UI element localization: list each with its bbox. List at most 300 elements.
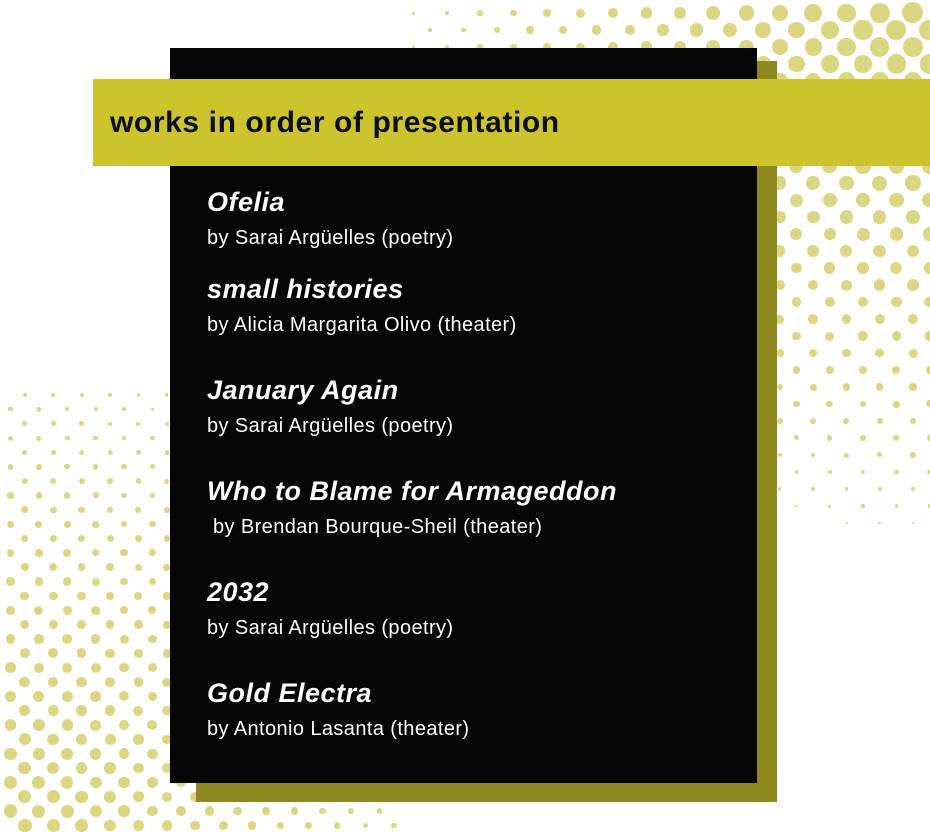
- halftone-dot: [625, 25, 636, 36]
- work-author: by Sarai Argüelles (poetry): [207, 617, 454, 639]
- halftone-dot: [860, 435, 866, 441]
- halftone-dot: [50, 478, 56, 484]
- halftone-dot: [47, 790, 60, 803]
- halftone-dot: [91, 663, 101, 673]
- work-title: Gold Electra: [207, 678, 373, 708]
- halftone-dot: [51, 393, 55, 397]
- halftone-dot: [149, 578, 157, 586]
- halftone-dot: [526, 26, 533, 33]
- halftone-dot: [18, 762, 31, 775]
- halftone-dot: [105, 705, 116, 716]
- halftone-dot: [809, 349, 817, 357]
- work-author: by Sarai Argüelles (poetry): [207, 415, 454, 437]
- halftone-dot: [821, 55, 839, 73]
- halftone-dot: [8, 407, 12, 411]
- halftone-dot: [104, 762, 115, 773]
- halftone-dot: [164, 479, 169, 484]
- halftone-dot: [35, 577, 43, 585]
- halftone-dot: [76, 677, 86, 687]
- halftone-dot: [772, 5, 788, 21]
- halftone-dot: [248, 821, 257, 830]
- halftone-dot: [90, 691, 101, 702]
- halftone-dot: [64, 521, 71, 528]
- halftone-dot: [6, 634, 16, 644]
- halftone-dot: [18, 790, 31, 803]
- halftone-dot: [121, 464, 126, 469]
- halftone-dot: [4, 776, 17, 789]
- halftone-dot: [891, 297, 902, 308]
- halftone-dot: [63, 549, 71, 557]
- halftone-dot: [90, 805, 102, 817]
- halftone-dot: [826, 366, 834, 374]
- halftone-dot: [723, 23, 738, 38]
- halftone-dot: [20, 620, 29, 629]
- halftone-dot: [133, 791, 144, 802]
- halftone-dot: [5, 691, 16, 702]
- halftone-dot: [858, 331, 867, 340]
- work-author: by Alicia Margarita Olivo (theater): [207, 314, 517, 336]
- halftone-dot: [106, 563, 114, 571]
- halftone-dot: [811, 453, 816, 458]
- halftone-dot: [20, 648, 30, 658]
- halftone-dot: [78, 563, 86, 571]
- halftone-dot: [8, 436, 13, 441]
- halftone-dot: [49, 592, 58, 601]
- banner-title: works in order of presentation: [110, 105, 560, 139]
- halftone-dot: [277, 822, 285, 830]
- halftone-dot: [924, 297, 930, 308]
- halftone-dot: [48, 677, 59, 688]
- halftone-dot: [839, 176, 854, 191]
- halftone-dot: [788, 56, 805, 73]
- work-title: 2032: [207, 577, 270, 607]
- halftone-dot: [920, 54, 930, 74]
- halftone-dot: [76, 734, 88, 746]
- halftone-dot: [149, 521, 155, 527]
- halftone-dot: [22, 421, 27, 426]
- halftone-dot: [824, 228, 837, 241]
- halftone-dot: [828, 470, 832, 474]
- halftone-dot: [919, 20, 930, 41]
- halftone-dot: [65, 407, 69, 411]
- halftone-dot: [147, 720, 157, 730]
- halftone-dot: [105, 734, 116, 745]
- halftone-dot: [48, 648, 58, 658]
- halftone-dot: [162, 792, 172, 802]
- halftone-dot: [886, 20, 906, 40]
- halftone-dot: [135, 507, 141, 513]
- halftone-dot: [90, 748, 102, 760]
- halftone-dot: [739, 5, 754, 20]
- halftone-dot: [870, 37, 889, 56]
- halftone-dot: [122, 436, 127, 441]
- halftone-dot: [319, 808, 326, 815]
- halftone-dot: [121, 521, 128, 528]
- halftone-dot: [62, 719, 73, 730]
- halftone-dot: [911, 487, 915, 491]
- halftone-dot: [777, 384, 784, 391]
- halftone-dot: [62, 634, 72, 644]
- halftone-dot: [176, 806, 186, 816]
- halftone-dot: [824, 262, 835, 273]
- halftone-dot: [641, 7, 653, 19]
- work-title: small histories: [207, 274, 404, 304]
- halftone-dot: [92, 578, 100, 586]
- halftone-dot: [772, 39, 788, 55]
- halftone-dot: [910, 418, 917, 425]
- halftone-dot: [790, 194, 803, 207]
- halftone-dot: [845, 522, 848, 525]
- halftone-dot: [107, 535, 114, 542]
- work-author: by Antonio Lasanta (theater): [207, 718, 470, 740]
- halftone-dot: [808, 314, 817, 323]
- halftone-dot: [106, 620, 115, 629]
- halftone-dot: [135, 535, 142, 542]
- halftone-dot: [305, 822, 312, 829]
- halftone-dot: [559, 26, 567, 34]
- halftone-dot: [810, 384, 817, 391]
- halftone-dot: [108, 393, 112, 397]
- halftone-dot: [428, 28, 432, 32]
- halftone-dot: [34, 606, 43, 615]
- halftone-dot: [925, 331, 930, 341]
- halftone-dot: [19, 733, 31, 745]
- work-author: by Sarai Argüelles (poetry): [207, 227, 454, 249]
- halftone-dot: [843, 418, 849, 424]
- halftone-dot: [21, 563, 29, 571]
- halftone-dot: [807, 245, 819, 257]
- halftone-dot: [233, 807, 242, 816]
- halftone-dot: [910, 452, 915, 457]
- halftone-dot: [165, 393, 168, 396]
- halftone-dot: [77, 592, 86, 601]
- halftone-dot: [75, 819, 88, 832]
- halftone-dot: [63, 606, 72, 615]
- halftone-dot: [79, 421, 84, 426]
- halftone-dot: [494, 27, 500, 33]
- halftone-dot: [854, 55, 873, 74]
- halftone-dot: [133, 820, 144, 831]
- halftone-dot: [907, 245, 920, 258]
- halftone-dot: [755, 22, 771, 38]
- halftone-dot: [134, 620, 143, 629]
- halftone-dot: [134, 677, 144, 687]
- halftone-dot: [190, 821, 200, 831]
- halftone-dot: [7, 521, 14, 528]
- halftone-dot: [657, 24, 669, 36]
- halftone-dot: [148, 606, 156, 614]
- halftone-dot: [859, 366, 867, 374]
- halftone-dot: [857, 262, 869, 274]
- halftone-dot: [91, 606, 100, 615]
- halftone-dot: [804, 4, 822, 22]
- halftone-dot: [134, 592, 142, 600]
- halftone-dot: [150, 464, 155, 469]
- halftone-dot: [151, 408, 155, 412]
- halftone-dot: [905, 175, 920, 190]
- halftone-dot: [64, 492, 70, 498]
- halftone-dot: [76, 762, 88, 774]
- halftone-dot: [445, 11, 449, 15]
- halftone-dot: [363, 823, 369, 829]
- halftone-dot: [106, 592, 114, 600]
- halftone-dot: [93, 464, 99, 470]
- halftone-dot: [870, 3, 890, 23]
- halftone-dot: [926, 366, 930, 374]
- halftone-dot: [908, 314, 918, 324]
- halftone-dot: [895, 504, 898, 507]
- halftone-dot: [105, 649, 114, 658]
- halftone-dot: [133, 763, 144, 774]
- work-entry: [207, 677, 737, 742]
- halftone-dot: [35, 549, 43, 557]
- halftone-dot: [791, 263, 802, 274]
- halftone-dot: [147, 749, 157, 759]
- halftone-dot: [33, 691, 44, 702]
- halftone-dot: [147, 806, 158, 817]
- halftone-dot: [149, 549, 156, 556]
- halftone-dot: [122, 407, 126, 411]
- halftone-dot: [51, 450, 56, 455]
- halftone-dot: [808, 280, 819, 291]
- halftone-dot: [842, 349, 851, 358]
- halftone-dot: [856, 193, 870, 207]
- halftone-dot: [5, 662, 16, 673]
- halftone-dot: [120, 578, 128, 586]
- halftone-dot: [162, 820, 173, 831]
- halftone-dot: [795, 470, 799, 474]
- halftone-dot: [608, 8, 618, 18]
- halftone-dot: [147, 777, 158, 788]
- halftone-dot: [219, 821, 228, 830]
- halftone-dot: [136, 478, 142, 484]
- halftone-dot: [889, 193, 904, 208]
- halftone-dot: [878, 522, 881, 525]
- halftone-dot: [23, 393, 27, 397]
- halftone-dot: [148, 663, 157, 672]
- halftone-dot: [890, 227, 903, 240]
- halftone-dot: [912, 522, 915, 525]
- halftone-dot: [104, 791, 116, 803]
- halftone-dot: [205, 806, 215, 816]
- halftone-dot: [909, 349, 918, 358]
- halftone-dot: [903, 37, 923, 57]
- halftone-dot: [108, 450, 113, 455]
- halftone-dot: [348, 808, 354, 814]
- halftone-dot: [860, 401, 867, 408]
- halftone-dot: [35, 521, 42, 528]
- halftone-dot: [826, 401, 833, 408]
- halftone-dot: [792, 332, 801, 341]
- halftone-dot: [36, 464, 42, 470]
- halftone-dot: [576, 9, 585, 18]
- halftone-dot: [61, 776, 73, 788]
- work-author: by Brendan Bourque-Sheil (theater): [213, 516, 543, 538]
- halftone-dot: [828, 505, 831, 508]
- work-entry: [207, 374, 737, 439]
- halftone-dot: [776, 349, 784, 357]
- halftone-dot: [49, 563, 57, 571]
- halftone-dot: [48, 705, 59, 716]
- halftone-dot: [134, 649, 143, 658]
- halftone-dot: [5, 719, 17, 731]
- halftone-dot: [50, 535, 57, 542]
- halftone-dot: [926, 400, 930, 407]
- halftone-dot: [892, 366, 900, 374]
- halftone-dot: [810, 418, 816, 424]
- halftone-dot: [92, 549, 99, 556]
- halftone-dot: [894, 470, 899, 475]
- halftone-dot: [93, 436, 98, 441]
- halftone-dot: [823, 193, 837, 207]
- halftone-dot: [51, 421, 56, 426]
- halftone-dot: [907, 279, 919, 291]
- halftone-dot: [878, 487, 882, 491]
- title-banner: [93, 79, 930, 166]
- halftone-dot: [674, 7, 687, 20]
- halftone-dot: [778, 453, 782, 457]
- halftone-dot: [875, 314, 885, 324]
- halftone-dot: [861, 470, 865, 474]
- halftone-dot: [62, 663, 72, 673]
- halftone-dot: [461, 28, 466, 33]
- halftone-dot: [49, 620, 58, 629]
- halftone-dot: [923, 227, 930, 240]
- halftone-dot: [150, 436, 154, 440]
- halftone-dot: [33, 748, 45, 760]
- halftone-dot: [62, 691, 73, 702]
- halftone-dot: [825, 332, 834, 341]
- halftone-dot: [93, 492, 99, 498]
- halftone-dot: [412, 12, 415, 15]
- halftone-dot: [873, 245, 886, 258]
- halftone-dot: [7, 492, 13, 498]
- halftone-dot: [872, 176, 887, 191]
- halftone-dot: [76, 705, 87, 716]
- halftone-dot: [32, 776, 45, 789]
- halftone-dot: [874, 279, 885, 290]
- halftone-dot: [887, 54, 906, 73]
- halftone-dot: [65, 436, 70, 441]
- halftone-dot: [32, 805, 45, 818]
- halftone-dot: [4, 804, 18, 818]
- halftone-dot: [924, 262, 930, 274]
- halftone-dot: [706, 6, 720, 20]
- halftone-dot: [377, 808, 383, 814]
- halftone-dot: [105, 677, 115, 687]
- halftone-dot: [64, 464, 70, 470]
- halftone-dot: [690, 23, 703, 36]
- halftone-dot: [79, 450, 84, 455]
- halftone-dot: [92, 521, 99, 528]
- halftone-dot: [164, 507, 170, 513]
- halftone-dot: [133, 734, 144, 745]
- halftone-dot: [873, 210, 887, 224]
- halftone-dot: [291, 807, 299, 815]
- halftone-dot: [795, 505, 798, 508]
- halftone-dot: [21, 506, 28, 513]
- halftone-dot: [120, 635, 129, 644]
- halftone-dot: [118, 777, 129, 788]
- halftone-dot: [793, 401, 799, 407]
- work-entry: [207, 576, 737, 641]
- halftone-dot: [77, 620, 86, 629]
- halftone-dot: [7, 549, 15, 557]
- halftone-dot: [165, 422, 169, 426]
- halftone-dot: [19, 705, 30, 716]
- halftone-dot: [91, 634, 100, 643]
- halftone-dot: [34, 663, 44, 673]
- halftone-dot: [47, 819, 60, 832]
- work-title: January Again: [207, 375, 399, 405]
- halftone-dot: [20, 592, 29, 601]
- halftone-dot: [36, 436, 41, 441]
- halftone-dot: [90, 720, 101, 731]
- work-entry: [207, 273, 737, 338]
- halftone-dot: [853, 20, 872, 39]
- halftone-dot: [8, 464, 14, 470]
- halftone-dot: [893, 435, 899, 441]
- halftone-dot: [837, 4, 856, 23]
- halftone-dot: [877, 418, 883, 424]
- halftone-dot: [6, 606, 15, 615]
- halftone-dot: [18, 819, 32, 832]
- halftone-dot: [119, 748, 130, 759]
- halftone-dot: [788, 22, 805, 39]
- halftone-dot: [61, 805, 74, 818]
- halftone-dot: [790, 228, 802, 240]
- halftone-dot: [108, 422, 112, 426]
- halftone-dot: [120, 549, 127, 556]
- halftone-dot: [793, 366, 801, 374]
- halftone-dot: [805, 38, 822, 55]
- halftone-dot: [875, 349, 884, 358]
- halftone-dot: [118, 805, 130, 817]
- halftone-dot: [22, 450, 27, 455]
- halftone-dot: [890, 262, 902, 274]
- halftone-dot: [90, 777, 102, 789]
- halftone-dot: [148, 692, 158, 702]
- halftone-dot: [148, 635, 157, 644]
- halftone-dot: [19, 677, 30, 688]
- halftone-dot: [825, 297, 835, 307]
- halftone-dot: [909, 383, 917, 391]
- halftone-dot: [77, 648, 87, 658]
- halftone-dot: [79, 478, 85, 484]
- halftone-dot: [262, 807, 270, 815]
- halftone-dot: [837, 38, 855, 56]
- halftone-dot: [61, 748, 73, 760]
- halftone-dot: [80, 393, 84, 397]
- halftone-dot: [893, 401, 900, 408]
- work-entry: [207, 475, 737, 540]
- halftone-dot: [922, 193, 930, 208]
- work-entry: [207, 186, 737, 251]
- halftone-dot: [841, 280, 852, 291]
- work-title: Ofelia: [207, 187, 286, 217]
- halftone-dot: [857, 228, 870, 241]
- halftone-dot: [34, 634, 44, 644]
- halftone-dot: [861, 504, 864, 507]
- halftone-dot: [876, 383, 884, 391]
- halftone-dot: [50, 507, 57, 514]
- halftone-dot: [906, 210, 920, 224]
- halftone-dot: [543, 9, 551, 17]
- halftone-dot: [840, 210, 853, 223]
- halftone-dot: [107, 478, 113, 484]
- halftone-dot: [811, 487, 815, 491]
- halftone-dot: [510, 10, 517, 17]
